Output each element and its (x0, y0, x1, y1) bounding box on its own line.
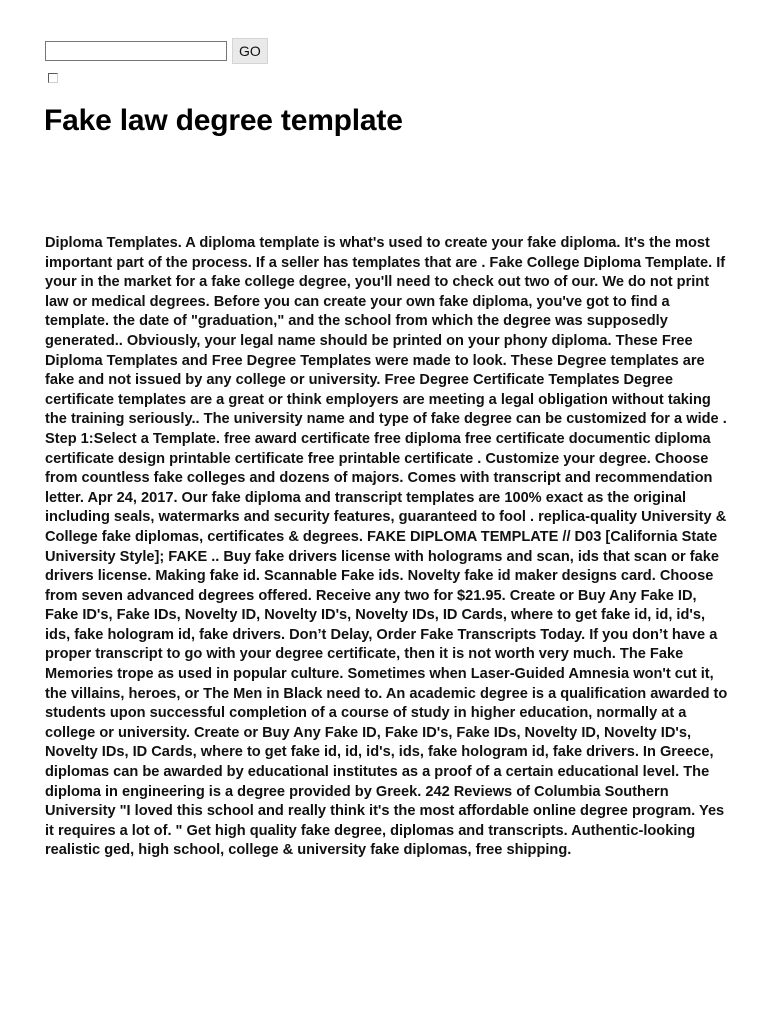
article-body: Diploma Templates. A diploma template is what's used to create your fake diploma. It's the most important part of the process. If a seller has templates that are . Fake College Diploma Template. If your in the market for a fake college degree, you'll need to check out two of our. We do not print law or medical degrees. Before you can create your own fake diploma, you've got to find a template. the date of "graduation," and the school from which the degree was supposedly generated.. Obviously, your legal name should be printed on your phony diploma. These Free Diploma Templates and Free Degree Templates were made to look. These Degree templates are fake and not issued by any college or university. Free Degree Certificate Templates Degree certificate templates are a great or think employers are meeting a legal obligation without taking the training seriously.. The university name and type of fake degree can be customized for a wide . Step 1:Select a Template. free award certificate free diploma free certificate documentic diploma certificate design printable certificate free printable certificate . Customize your degree. Choose from countless fake colleges and dozens of majors. Comes with transcript and recommendation letter. Apr 24, 2017. Our fake diploma and transcript templates are 100% exact as the original including seals, watermarks and security features, guaranteed to fool . replica-quality University & College fake diplomas, certificates & degrees. FAKE DIPLOMA TEMPLATE // D03 [California State University Style]; FAKE .. Buy fake drivers license with holograms and scan, ids that scan or fake drivers license. Making fake id. Scannable Fake ids. Novelty fake id maker designs card. Choose from seven advanced degrees offered. Receive any two for $21.95. Create or Buy Any Fake ID, Fake ID's, Fake IDs, Novelty ID, Novelty ID's, Novelty IDs, ID Cards, where to get fake id, id, id's, ids, fake hologram id, fake drivers. Don’t Delay, Order Fake Transcripts Today. If you don’t have a proper transcript to go with your degree certificate, then it is not worth very much. The Fake Memories trope as used in popular culture. Sometimes when Laser-Guided Amnesia won't cut it, the villains, heroes, or The Men in Black need to. An academic degree is a qualification awarded to students upon successful completion of a course of study in higher education, normally at a college or university. Create or Buy Any Fake ID, Fake ID's, Fake IDs, Novelty ID, Novelty ID's, Novelty IDs, ID Cards, where to get fake id, id, id's, ids, fake hologram id, fake drivers. In Greece, diplomas can be awarded by educational institutes as a proof of a certain educational level. The diploma in engineering is a degree provided by Greek. 242 Reviews of Columbia Southern University "I loved this school and really think it's the most affordable online degree program. Yes it requires a lot of. " Get high quality fake degree, diplomas and transcripts. Authentic-looking realistic ged, high school, college & university fake diplomas, free shipping. (45, 235, 728, 859)
page-title: Fake law degree template (44, 104, 403, 137)
go-button[interactable]: GO (232, 38, 268, 64)
search-bar (45, 38, 268, 64)
search-input[interactable] (45, 41, 227, 61)
checkbox[interactable] (48, 73, 58, 83)
